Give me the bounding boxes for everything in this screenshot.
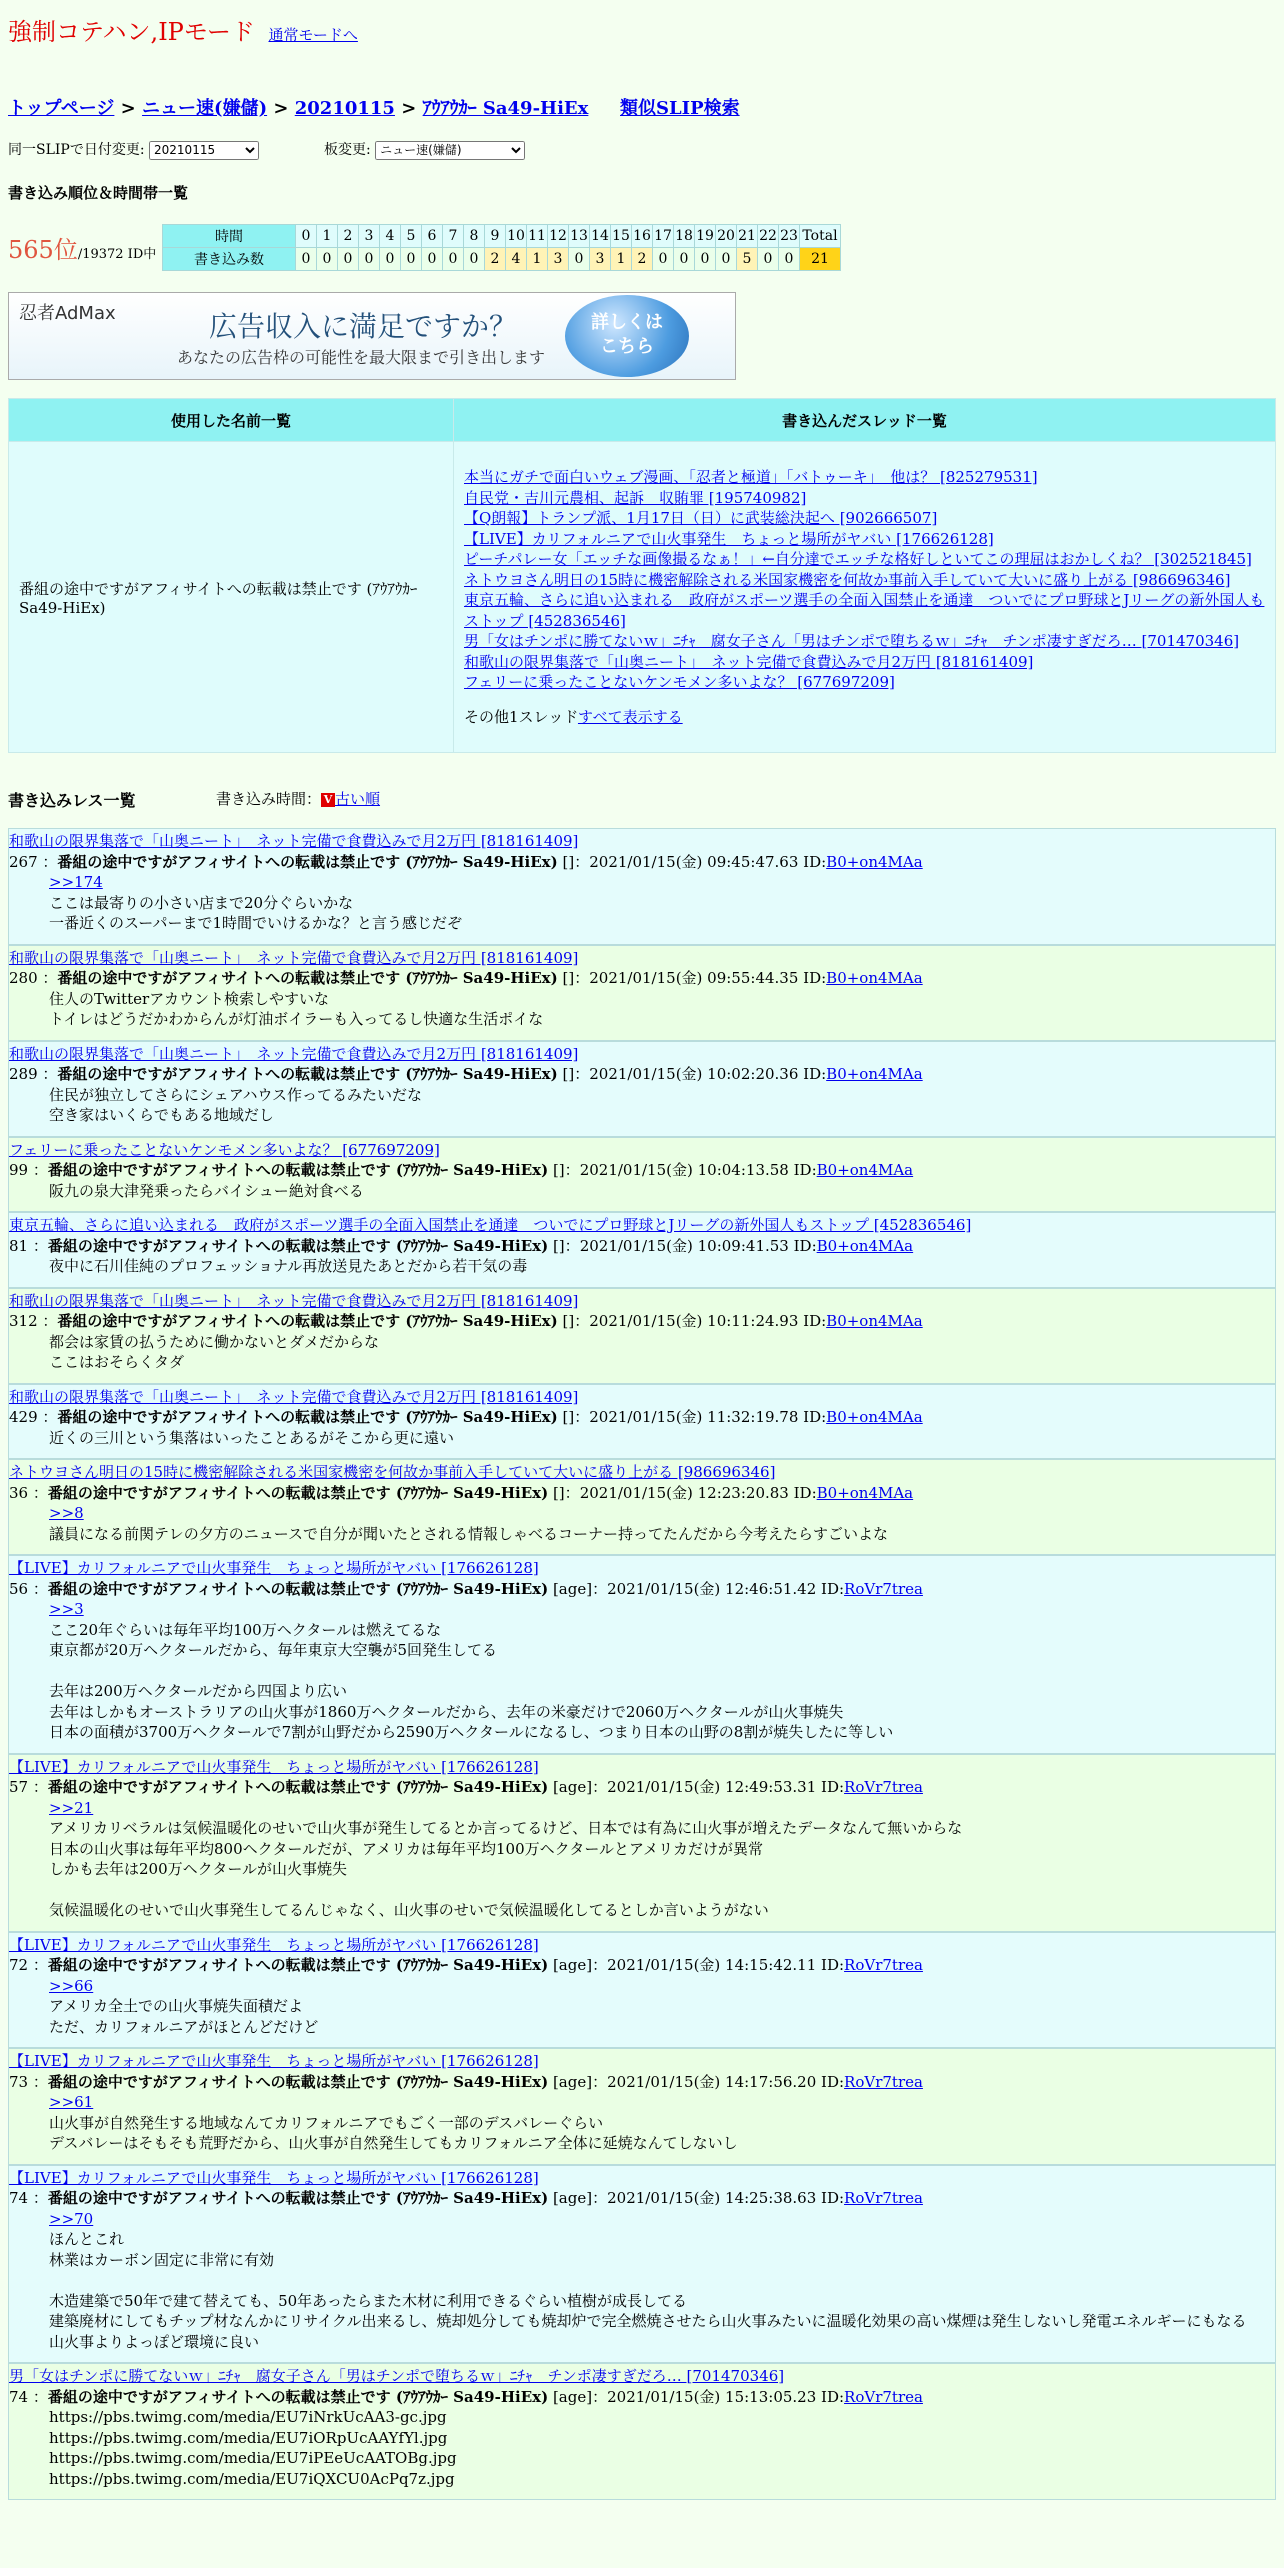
- post-date: 2021/01/15(金) 12:46:51.42: [607, 1579, 817, 1598]
- count-cell: 0: [443, 248, 464, 271]
- post-body: 住民が独立してさらにシェアハウス作ってるみたいだな 空き家はいくらでもある地域だし: [49, 1085, 423, 1124]
- count-cell: 3: [590, 248, 611, 271]
- sort-control: [216, 788, 380, 809]
- thread-link[interactable]: 自民党・吉川元農相、起訴 収賄罪 [195740982]: [464, 488, 807, 507]
- ranking-heading: 書き込み順位＆時間帯一覧: [8, 184, 189, 202]
- count-cell: 1: [611, 248, 632, 271]
- post-author: 番組の途中ですがアフィサイトへの転載は禁止です (ｱｳｱｳｶｰ Sa49-HiEx): [47, 1579, 549, 1598]
- post-meta: 267 ：番組の途中ですがアフィサイトへの転載は禁止です (ｱｳｱｳｶｰ Sa49-HiEx) []：2021/01/15(金) 09:45:47.63 ID:B0+on4MAa: [9, 852, 923, 871]
- hour-cell: 7: [443, 225, 464, 248]
- rank-cell: [8, 225, 163, 271]
- post-item: [8, 828, 1276, 945]
- post-meta: 312 ：番組の途中ですがアフィサイトへの転載は禁止です (ｱｳｱｳｶｰ Sa49-HiEx) []：2021/01/15(金) 10:11:24.93 ID:B0+on4MAa: [9, 1312, 923, 1330]
- post-mail: []: [552, 1236, 565, 1255]
- sort-oldest-link[interactable]: 古い順: [335, 790, 381, 808]
- post-mail: [age]: [552, 2189, 593, 2207]
- post-id-link[interactable]: B0+on4MAa: [826, 1312, 923, 1330]
- hour-cell: 3: [359, 225, 380, 248]
- thread-link[interactable]: 和歌山の限界集落で「山奥ニート」 ネット完備で食費込みで月2万円 [818161409]: [464, 652, 1034, 671]
- post-id-link[interactable]: B0+on4MAa: [826, 852, 923, 871]
- post-date: 2021/01/15(金) 15:13:05.23: [607, 2387, 817, 2406]
- count-cell: 0: [380, 248, 401, 271]
- post-author: 番組の途中ですがアフィサイトへの転載は禁止です (ｱｳｱｳｶｰ Sa49-HiEx): [47, 2072, 549, 2091]
- post-mail: [age]: [552, 2072, 593, 2091]
- post-item: [8, 2048, 1276, 2165]
- board-change-control: [324, 139, 525, 160]
- post-number: 289: [9, 1065, 38, 1083]
- hour-cell: 11: [527, 225, 548, 248]
- post-anchor-link[interactable]: >>174: [49, 873, 103, 891]
- count-cell: 0: [674, 248, 695, 271]
- post-mail: []: [562, 852, 575, 871]
- post-anchor-link[interactable]: >>66: [49, 1976, 94, 1995]
- post-meta: 74 ：番組の途中ですがアフィサイトへの転載は禁止です (ｱｳｱｳｶｰ Sa49-HiEx) [age]：2021/01/15(金) 15:13:05.23 ID:RoVr7trea: [9, 2387, 923, 2406]
- post-author: 番組の途中ですがアフィサイトへの転載は禁止です (ｱｳｱｳｶｰ Sa49-HiEx): [47, 2387, 549, 2406]
- date-select[interactable]: [149, 141, 259, 160]
- post-id-link[interactable]: B0+on4MAa: [826, 1408, 923, 1426]
- post-id-link[interactable]: RoVr7trea: [844, 1579, 923, 1598]
- used-name: 番組の途中ですがアフィサイトへの転載は禁止です (ｱｳｱｳｶｰ Sa49-HiEx): [9, 442, 454, 753]
- post-author: 番組の途中ですがアフィサイトへの転載は禁止です (ｱｳｱｳｶｰ Sa49-HiEx): [47, 1956, 549, 1974]
- post-id-link[interactable]: RoVr7trea: [844, 1778, 923, 1796]
- post-date: 2021/01/15(金) 14:25:38.63: [607, 2189, 817, 2207]
- post-id-link[interactable]: RoVr7trea: [844, 1956, 923, 1974]
- post-thread-link[interactable]: 和歌山の限界集落で「山奥ニート」 ネット完備で食費込みで月2万円 [818161409]: [9, 948, 579, 967]
- post-date: 2021/01/15(金) 11:32:19.78: [589, 1408, 799, 1426]
- hour-cell: 8: [464, 225, 485, 248]
- post-mail: []: [562, 1408, 575, 1426]
- hour-cell: 16: [632, 225, 653, 248]
- post-mail: []: [562, 969, 575, 987]
- post-thread-link[interactable]: 和歌山の限界集落で「山奥ニート」 ネット完備で食費込みで月2万円 [818161409]: [9, 1387, 579, 1406]
- post-mail: [age]: [552, 1778, 593, 1796]
- post-thread-link[interactable]: 和歌山の限界集落で「山奥ニート」 ネット完備で食費込みで月2万円 [818161409]: [9, 1044, 579, 1063]
- breadcrumb-board[interactable]: ニュー速(嫌儲): [142, 98, 268, 119]
- hour-cell: 1: [317, 225, 338, 248]
- post-author: 番組の途中ですがアフィサイトへの転載は禁止です (ｱｳｱｳｶｰ Sa49-HiEx): [57, 969, 558, 987]
- post-thread-link[interactable]: 東京五輪、さらに追い込まれる 政府がスポーツ選手の全面入国禁止を通達 ついでにプロ野球とJリーグの新外国人もストップ [452836546]: [9, 1216, 972, 1234]
- post-item: [8, 1555, 1276, 1754]
- names-threads-table: [8, 398, 1276, 753]
- count-cell: 0: [695, 248, 716, 271]
- ad-details-button[interactable]: 詳しくは こちら: [565, 295, 689, 377]
- post-body: 阪九の泉大津発乗ったらバイシュー絶対食べる: [49, 1181, 364, 1200]
- hour-cell: 0: [296, 225, 317, 248]
- ad-banner[interactable]: [8, 292, 736, 380]
- post-author: 番組の途中ですがアフィサイトへの転載は禁止です (ｱｳｱｳｶｰ Sa49-HiEx): [57, 1312, 558, 1330]
- rank-number: 565: [8, 236, 54, 264]
- post-meta: 56 ：番組の途中ですがアフィサイトへの転載は禁止です (ｱｳｱｳｶｰ Sa49-HiEx) [age]：2021/01/15(金) 12:46:51.42 ID:RoVr7trea: [9, 1579, 923, 1598]
- thread-link[interactable]: 【Q朗報】トランプ派、1月17日（日）に武装総決起へ [902666507]: [464, 509, 938, 527]
- post-number: 36: [9, 1483, 29, 1502]
- count-cell: 0: [779, 248, 800, 271]
- count-cell: 5: [737, 248, 758, 271]
- post-number: 81: [9, 1236, 29, 1255]
- thread-link[interactable]: 東京五輪、さらに追い込まれる 政府がスポーツ選手の全面入国禁止を通達 ついでにプロ野球とJリーグの新外国人もストップ [452836546]: [464, 591, 1265, 630]
- similar-slip-search-link[interactable]: 類似SLIP検索: [620, 98, 740, 119]
- post-number: 56: [9, 1579, 29, 1598]
- post-body: 都会は家賃の払うために働かないとダメだからな ここはおそらくタダ: [49, 1332, 380, 1371]
- mode-header: [8, 12, 358, 47]
- ad-logo: 忍者AdMax: [19, 303, 116, 324]
- post-item: [8, 1137, 1276, 1213]
- hour-cell: 6: [422, 225, 443, 248]
- post-author: 番組の途中ですがアフィサイトへの転載は禁止です (ｱｳｱｳｶｰ Sa49-HiEx): [57, 852, 558, 871]
- hour-cell: 5: [401, 225, 422, 248]
- post-thread-link[interactable]: 【LIVE】カリフォルニアで山火事発生 ちょっと場所がヤバい [176626128]: [9, 1559, 539, 1577]
- posts-heading: 書き込みレス一覧: [8, 791, 136, 810]
- post-number: 72: [9, 1956, 29, 1974]
- post-meta: 81 ：番組の途中ですがアフィサイトへの転載は禁止です (ｱｳｱｳｶｰ Sa49-HiEx) []：2021/01/15(金) 10:09:41.53 ID:B0+on4MAa: [9, 1236, 914, 1255]
- date-change-control: [8, 139, 259, 160]
- count-label: 書き込み数: [163, 248, 296, 271]
- sort-time-label: 書き込み時間：: [216, 790, 322, 808]
- ad-headline: 広告収入に満足ですか？: [209, 310, 518, 343]
- count-cell: 0: [296, 248, 317, 271]
- count-total: 21: [800, 248, 841, 271]
- post-thread-link[interactable]: 【LIVE】カリフォルニアで山火事発生 ちょっと場所がヤバい [176626128]: [9, 2168, 539, 2187]
- post-mail: [age]: [552, 1579, 593, 1598]
- post-mail: [age]: [552, 1956, 593, 1974]
- rank-unit: 位: [53, 236, 78, 264]
- post-id-link[interactable]: B0+on4MAa: [816, 1483, 914, 1502]
- post-meta: 429 ：番組の途中ですがアフィサイトへの転載は禁止です (ｱｳｱｳｶｰ Sa49-HiEx) []：2021/01/15(金) 11:32:19.78 ID:B0+on4MAa: [9, 1408, 923, 1426]
- post-id-link[interactable]: B0+on4MAa: [826, 969, 923, 987]
- post-item: [8, 1288, 1276, 1384]
- count-cell: 0: [716, 248, 737, 271]
- post-number: 99: [9, 1161, 29, 1179]
- post-number: 280: [9, 969, 38, 987]
- hour-cell: 14: [590, 225, 611, 248]
- post-thread-link[interactable]: 和歌山の限界集落で「山奥ニート」 ネット完備で食費込みで月2万円 [818161409]: [9, 1291, 579, 1310]
- count-cell: 0: [338, 248, 359, 271]
- breadcrumb-date[interactable]: 20210115: [294, 98, 395, 119]
- post-meta: 99 ：番組の途中ですがアフィサイトへの転載は禁止です (ｱｳｱｳｶｰ Sa49-HiEx) []：2021/01/15(金) 10:04:13.58 ID:B0+on4MAa: [9, 1161, 914, 1179]
- post-meta: 57 ：番組の途中ですがアフィサイトへの転載は禁止です (ｱｳｱｳｶｰ Sa49-HiEx) [age]：2021/01/15(金) 12:49:53.31 ID:RoVr7trea: [9, 1778, 923, 1796]
- normal-mode-link[interactable]: 通常モードへ: [268, 26, 358, 44]
- board-select[interactable]: [375, 141, 525, 160]
- thread-link[interactable]: 【LIVE】カリフォルニアで山火事発生 ちょっと場所がヤバい [176626128]: [464, 529, 994, 548]
- post-number: 267: [9, 852, 38, 871]
- post-id-link[interactable]: RoVr7trea: [844, 2387, 923, 2406]
- others-label: その他1スレッド: [464, 707, 578, 726]
- post-meta: 72 ：番組の途中ですがアフィサイトへの転載は禁止です (ｱｳｱｳｶｰ Sa49-HiEx) [age]：2021/01/15(金) 14:15:42.11 ID:RoVr7trea: [9, 1956, 923, 1974]
- post-item: [8, 2165, 1276, 2364]
- post-mail: []: [562, 1312, 575, 1330]
- post-author: 番組の途中ですがアフィサイトへの転載は禁止です (ｱｳｱｳｶｰ Sa49-HiEx): [47, 1483, 549, 1502]
- post-date: 2021/01/15(金) 14:15:42.11: [607, 1956, 817, 1974]
- post-number: 57: [9, 1778, 29, 1796]
- count-cell: 0: [464, 248, 485, 271]
- post-number: 74: [9, 2387, 29, 2406]
- post-thread-link[interactable]: 【LIVE】カリフォルニアで山火事発生 ちょっと場所がヤバい [176626128]: [9, 1935, 539, 1954]
- hour-cell: 15: [611, 225, 632, 248]
- names-column-header: 使用した名前一覧: [9, 399, 454, 442]
- hour-cell: 17: [653, 225, 674, 248]
- breadcrumb-sep: >: [273, 98, 289, 119]
- post-body: アメリカリベラルは気候温暖化のせいで山火事が発生してるとか言ってるけど、日本では有為に山火事が増えたデータなんて無いからな 日本の山火事は毎年平均800ヘクタールだが、アメリカは毎年平均100万ヘクタールとアメリカだけが異常 しかも去年は200万ヘクタールが山火事焼失 気候温暖化のせいで山火事発生してるんじゃなく、山火事のせいで気候温暖化してるとしか言いようがない: [49, 1819, 963, 1919]
- post-body: アメリカ全土での山火事焼失面積だよ ただ、カリフォルニアがほとんどだけど: [49, 1997, 319, 2036]
- post-date: 2021/01/15(金) 09:55:44.35: [589, 969, 799, 987]
- breadcrumb-sep: >: [401, 98, 417, 119]
- count-cell: 1: [527, 248, 548, 271]
- post-anchor-link[interactable]: >>21: [49, 1798, 94, 1817]
- count-cell: 0: [653, 248, 674, 271]
- post-body: 住人のTwitterアカウント検索しやすいな トイレはどうだかわからんが灯油ボイラーも入ってるし快適な生活ポイな: [49, 989, 544, 1028]
- post-date: 2021/01/15(金) 12:49:53.31: [607, 1778, 817, 1796]
- post-author: 番組の途中ですがアフィサイトへの転載は禁止です (ｱｳｱｳｶｰ Sa49-HiEx): [47, 1161, 549, 1179]
- hour-cell: 18: [674, 225, 695, 248]
- post-thread-link[interactable]: ネトウヨさん明日の15時に機密解除される米国家機密を何故か事前入手していて大いに盛り上がる [986696346]: [9, 1463, 776, 1481]
- count-cell: 4: [506, 248, 527, 271]
- post-mail: []: [562, 1065, 575, 1083]
- post-mail: [age]: [552, 2387, 593, 2406]
- post-body: 議員になる前関テレの夕方のニュースで自分が聞いたとされる情報しゃべるコーナー持ってたんだから今考えたらすごいよな: [49, 1524, 888, 1543]
- mode-title: 強制コテハン,IPモード: [8, 18, 255, 46]
- post-date: 2021/01/15(金) 10:09:41.53: [579, 1236, 789, 1255]
- post-anchor-link[interactable]: >>70: [49, 2209, 94, 2228]
- post-thread-link[interactable]: 男「女はチンポに勝てないｗ」ﾆﾁｬ 腐女子さん「男はチンポで堕ちるｗ」ﾆﾁｬ チンポ凄すぎだろ… [701470346]: [9, 2367, 785, 2385]
- post-item: [8, 945, 1276, 1041]
- post-anchor-link[interactable]: >>3: [49, 1600, 84, 1618]
- post-item: [8, 1754, 1276, 1932]
- show-all-link[interactable]: すべて表示する: [577, 707, 683, 726]
- hour-cell: 21: [737, 225, 758, 248]
- breadcrumb-slip[interactable]: ｱｳｱｳｶｰ Sa49-HiEx: [422, 98, 589, 119]
- post-body: 夜中に石川佳純のプロフェッショナル再放送見たあとだから若干気の毒: [49, 1257, 528, 1275]
- hour-cell: 10: [506, 225, 527, 248]
- count-cell: 2: [632, 248, 653, 271]
- post-item: [8, 1459, 1276, 1555]
- post-date: 2021/01/15(金) 10:02:20.36: [589, 1065, 799, 1083]
- sort-arrow-icon: V: [321, 793, 335, 807]
- post-number: 312: [9, 1312, 38, 1330]
- hour-cell: 9: [485, 225, 506, 248]
- post-number: 429: [9, 1408, 38, 1426]
- count-cell: 0: [401, 248, 422, 271]
- count-cell: 0: [317, 248, 338, 271]
- post-body: ここは最寄りの小さい店まで20分ぐらいかな 一番近くのスーパーまで1時間でいけるかな？と言う感じだぞ: [49, 893, 463, 932]
- threads-column-header: 書き込んだスレッド一覧: [454, 399, 1276, 442]
- thread-link[interactable]: ネトウヨさん明日の15時に機密解除される米国家機密を何故か事前入手していて大いに盛り上がる [986696346]: [464, 570, 1231, 589]
- post-body: ここ20年ぐらいは毎年平均100万ヘクタールは燃えてるな 東京都が20万ヘクタールだから、毎年東京大空襲が5回発生してる 去年は200万ヘクタールだから四国より広い 去年はしかもオーストラリアの山火事が1860万ヘクタールだから、去年の米豪だけで2060万ヘクタールが山火事焼失 日本の面積が3700万ヘクタールで7割が山野だから2590万ヘクタールになるし、つまり日本の山野の8割が焼失したに等しい: [49, 1620, 894, 1741]
- rank-total: /19372 ID中: [77, 247, 157, 262]
- post-author: 番組の途中ですがアフィサイトへの転載は禁止です (ｱｳｱｳｶｰ Sa49-HiEx): [57, 1408, 558, 1426]
- post-author: 番組の途中ですがアフィサイトへの転載は禁止です (ｱｳｱｳｶｰ Sa49-HiEx): [57, 1065, 558, 1083]
- post-id-link[interactable]: RoVr7trea: [844, 2189, 923, 2207]
- post-author: 番組の途中ですがアフィサイトへの転載は禁止です (ｱｳｱｳｶｰ Sa49-HiEx): [47, 2189, 549, 2207]
- hour-cell: 13: [569, 225, 590, 248]
- count-cell: 0: [758, 248, 779, 271]
- post-date: 2021/01/15(金) 14:17:56.20: [607, 2072, 817, 2091]
- hour-cell: 2: [338, 225, 359, 248]
- hour-cell: 12: [548, 225, 569, 248]
- post-date: 2021/01/15(金) 10:11:24.93: [589, 1312, 799, 1330]
- post-body: 近くの三川という集落はいったことあるがそこから更に遠い: [49, 1428, 455, 1447]
- hour-cell: 4: [380, 225, 401, 248]
- hour-cell: 23: [779, 225, 800, 248]
- hour-total-header: Total: [800, 225, 841, 248]
- breadcrumb-top[interactable]: トップページ: [8, 98, 115, 119]
- post-author: 番組の途中ですがアフィサイトへの転載は禁止です (ｱｳｱｳｶｰ Sa49-HiEx): [47, 1236, 549, 1255]
- post-date: 2021/01/15(金) 09:45:47.63: [589, 852, 799, 871]
- post-item: [8, 1384, 1276, 1460]
- thread-link[interactable]: 本当にガチで面白いウェブ漫画、「忍者と極道」「バトゥーキ」 他は？ [825279531]: [464, 468, 1038, 486]
- post-meta: 280 ：番組の途中ですがアフィサイトへの転載は禁止です (ｱｳｱｳｶｰ Sa49-HiEx) []：2021/01/15(金) 09:55:44.35 ID:B0+on4MAa: [9, 969, 923, 987]
- thread-link[interactable]: ピーチパレー女「エッチな画像撮るなぁ！」←自分達でエッチな格好しといてこの理屈はおかしくね？ [302521845]: [464, 550, 1252, 568]
- post-number: 73: [9, 2072, 29, 2091]
- post-meta: 36 ：番組の途中ですがアフィサイトへの転載は禁止です (ｱｳｱｳｶｰ Sa49-HiEx) []：2021/01/15(金) 12:23:20.83 ID:B0+on4MAa: [9, 1483, 914, 1502]
- post-meta: 289 ：番組の途中ですがアフィサイトへの転載は禁止です (ｱｳｱｳｶｰ Sa49-HiEx) []：2021/01/15(金) 10:02:20.36 ID:B0+on4MAa: [9, 1065, 923, 1083]
- post-item: [8, 1932, 1276, 2049]
- post-item: [8, 1212, 1276, 1288]
- posts-list: [8, 828, 1276, 2500]
- hour-cell: 22: [758, 225, 779, 248]
- post-thread-link[interactable]: フェリーに乗ったことないケンモメン多いよな？ [677697209]: [9, 1140, 440, 1159]
- post-body: https://pbs.twimg.com/media/EU7iNrkUcAA3-gc.jpg https://pbs.twimg.com/media/EU7iORpUcAAYfYl.jpg https://pbs.twimg.com/media/EU7iPEeUcAATOBg.jpg https://pbs.twimg.com/media/EU7iQXCU0AcPq7z.jpg: [49, 2408, 457, 2488]
- post-item: [8, 2363, 1276, 2500]
- ad-subtext: あなたの広告枠の可能性を最大限まで引き出します: [177, 348, 546, 367]
- ranking-table: [8, 224, 841, 271]
- post-date: 2021/01/15(金) 10:04:13.58: [579, 1161, 789, 1179]
- post-thread-link[interactable]: 和歌山の限界集落で「山奥ニート」 ネット完備で食費込みで月2万円 [818161409]: [9, 832, 579, 850]
- board-change-label: 板変更:: [324, 142, 371, 158]
- post-id-link[interactable]: B0+on4MAa: [816, 1161, 914, 1179]
- breadcrumb: [8, 94, 588, 120]
- post-mail: []: [552, 1483, 565, 1502]
- hour-cell: 19: [695, 225, 716, 248]
- post-date: 2021/01/15(金) 12:23:20.83: [579, 1483, 789, 1502]
- post-number: 74: [9, 2189, 29, 2207]
- post-mail: []: [552, 1161, 565, 1179]
- thread-link[interactable]: 男「女はチンポに勝てないｗ」ﾆﾁｬ 腐女子さん「男はチンポで堕ちるｗ」ﾆﾁｬ チンポ凄すぎだろ… [701470346]: [464, 632, 1240, 650]
- post-thread-link[interactable]: 【LIVE】カリフォルニアで山火事発生 ちょっと場所がヤバい [176626128]: [9, 2052, 539, 2070]
- post-id-link[interactable]: B0+on4MAa: [826, 1065, 923, 1083]
- count-cell: 0: [422, 248, 443, 271]
- post-anchor-link[interactable]: >>61: [49, 2093, 94, 2111]
- post-body: 山火事が自然発生する地域なんてカリフォルニアでもごく一部のデスバレーぐらい デスバレーはそもそも荒野だから、山火事が自然発生してもカリフォルニア全体に延焼なんてしないし: [49, 2113, 738, 2152]
- hour-cell: 20: [716, 225, 737, 248]
- post-id-link[interactable]: B0+on4MAa: [816, 1236, 914, 1255]
- date-change-label: 同一SLIPで日付変更:: [8, 142, 145, 158]
- post-body: ほんとこれ 林業はカーボン固定に非常に有効 木造建築で50年で建て替えても、50年あったらまた木材に利用できるぐらい植樹が成長してる 建築廃材にしてもチップ材なんかにリサイクル出来るし、焼却処分しても焼却炉で完全燃焼させたら山火事みたいに温暖化効果の高い煤煙は発生しないし発電エネルギーにもなる 山火事よりよっぽど環境に良い: [49, 2230, 1247, 2351]
- count-cell: 0: [569, 248, 590, 271]
- thread-link[interactable]: フェリーに乗ったことないケンモメン多いよな？ [677697209]: [464, 673, 895, 691]
- post-thread-link[interactable]: 【LIVE】カリフォルニアで山火事発生 ちょっと場所がヤバい [176626128]: [9, 1757, 539, 1776]
- post-meta: 74 ：番組の途中ですがアフィサイトへの転載は禁止です (ｱｳｱｳｶｰ Sa49-HiEx) [age]：2021/01/15(金) 14:25:38.63 ID:RoVr7trea: [9, 2189, 923, 2207]
- count-cell: 2: [485, 248, 506, 271]
- breadcrumb-sep: >: [120, 98, 136, 119]
- count-cell: 0: [359, 248, 380, 271]
- post-id-link[interactable]: RoVr7trea: [844, 2072, 923, 2091]
- time-label: 時間: [163, 225, 296, 248]
- post-meta: 73 ：番組の途中ですがアフィサイトへの転載は禁止です (ｱｳｱｳｶｰ Sa49-HiEx) [age]：2021/01/15(金) 14:17:56.20 ID:RoVr7trea: [9, 2072, 923, 2091]
- thread-list: [454, 442, 1276, 753]
- post-item: [8, 1041, 1276, 1137]
- post-author: 番組の途中ですがアフィサイトへの転載は禁止です (ｱｳｱｳｶｰ Sa49-HiEx): [47, 1778, 549, 1796]
- count-cell: 3: [548, 248, 569, 271]
- post-anchor-link[interactable]: >>8: [49, 1504, 84, 1522]
